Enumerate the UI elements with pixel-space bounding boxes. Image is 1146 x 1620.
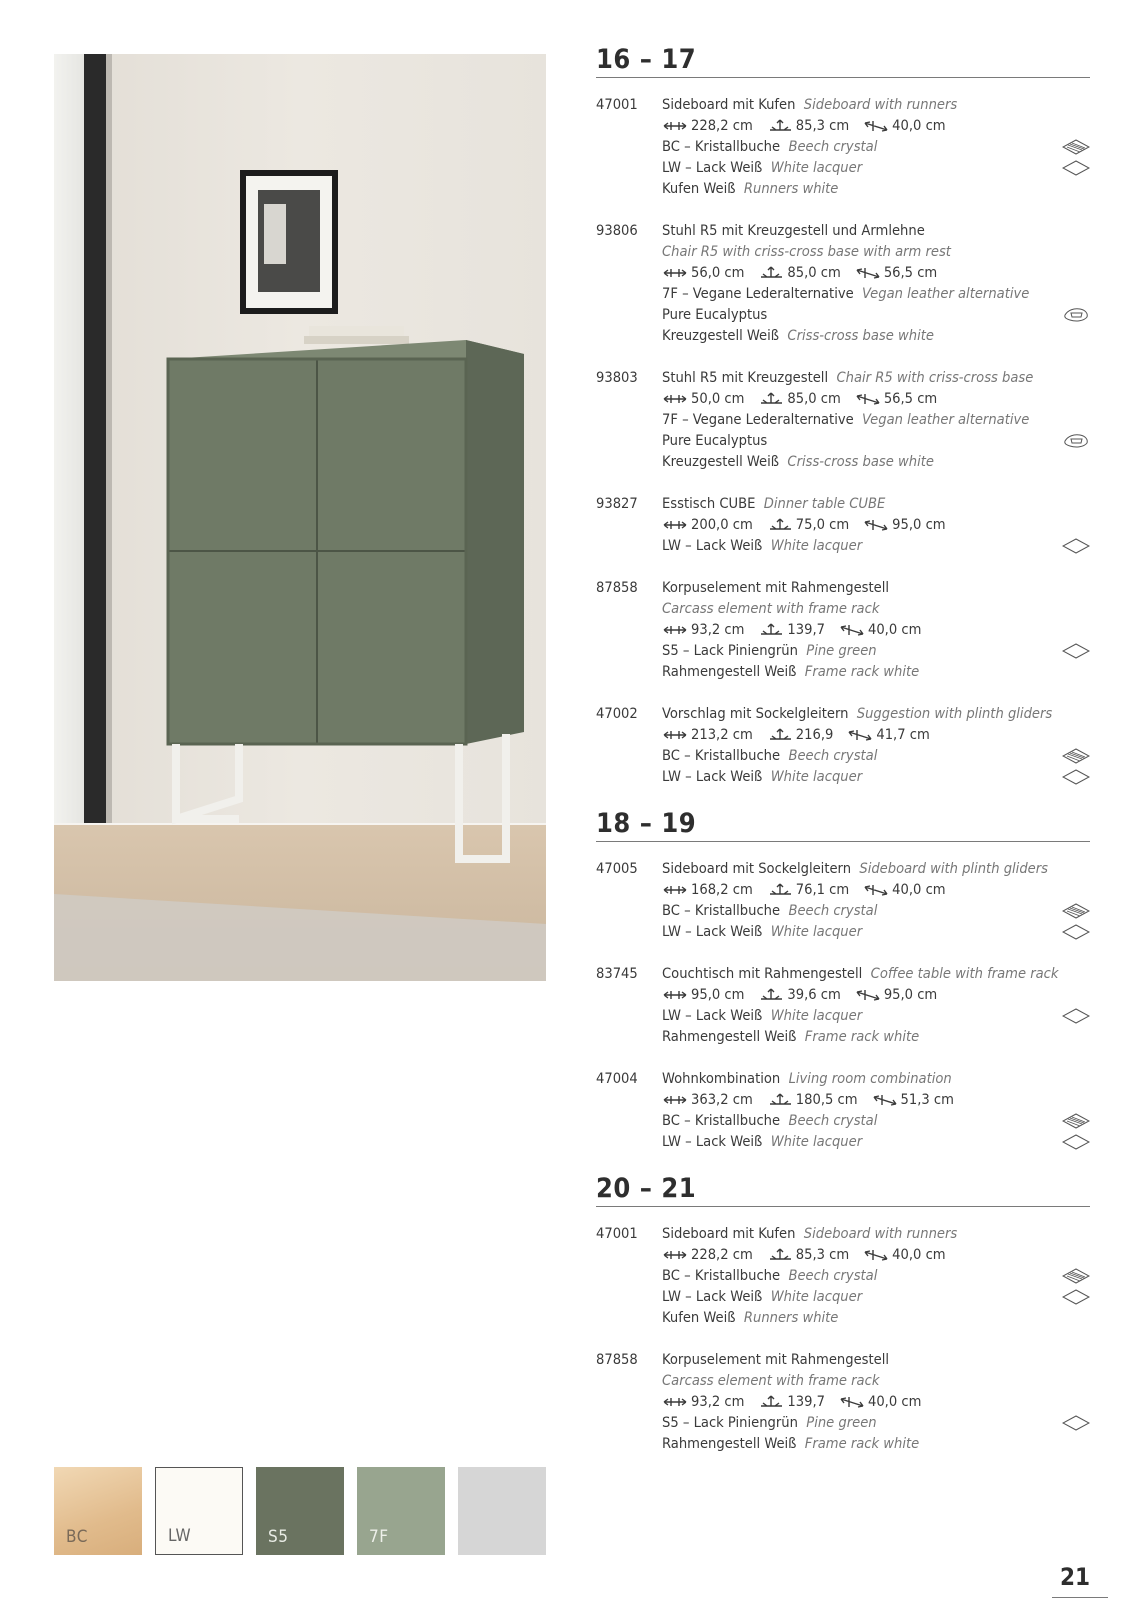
dimension xyxy=(839,1391,921,1412)
material-row xyxy=(662,661,1090,682)
material-en: White lacquer xyxy=(770,159,863,176)
dimension xyxy=(847,724,929,745)
material-en: Beech crystal xyxy=(788,902,878,919)
product-list xyxy=(596,44,1090,1475)
product-title xyxy=(662,577,1090,598)
swatch-label: BC xyxy=(66,1527,88,1547)
dimension xyxy=(662,724,753,745)
material-row xyxy=(662,640,1090,661)
product-title xyxy=(662,963,1090,984)
dimension-value: 139,7 xyxy=(787,621,825,638)
dimension-value: 56,0 cm xyxy=(691,264,745,281)
section xyxy=(596,1173,1090,1454)
product-name-en: Sideboard with plinth gliders xyxy=(859,860,1048,877)
material-en: White lacquer xyxy=(770,537,863,554)
material-de: BC – Kristallbuche xyxy=(662,747,781,764)
dimensions xyxy=(662,388,1090,409)
product-code: 47005 xyxy=(596,860,638,877)
dimension xyxy=(863,514,945,535)
material-en: Beech crystal xyxy=(788,747,878,764)
dimension-value: 228,2 cm xyxy=(691,1246,753,1263)
product-title xyxy=(662,367,1090,388)
material-de: BC – Kristallbuche xyxy=(662,1267,781,1284)
dimensions xyxy=(662,1244,1090,1265)
product-name-en: Suggestion with plinth gliders xyxy=(856,705,1053,722)
material-en: White lacquer xyxy=(770,768,863,785)
product-details xyxy=(662,703,1090,787)
swatch-s5 xyxy=(256,1467,344,1555)
material-en: Beech crystal xyxy=(788,1112,878,1129)
swatch-7f xyxy=(357,1467,445,1555)
product-code: 93827 xyxy=(596,495,638,512)
product-title xyxy=(662,1349,1090,1370)
product-title xyxy=(662,858,1090,879)
dimensions xyxy=(662,879,1090,900)
material-en: Beech crystal xyxy=(788,1267,878,1284)
product-name-en: Carcass element with frame rack xyxy=(662,1372,880,1389)
dimensions xyxy=(662,1391,1090,1412)
dimension xyxy=(839,619,921,640)
product-details xyxy=(662,220,1090,346)
material-de: BC – Kristallbuche xyxy=(662,1112,781,1129)
material-row xyxy=(662,535,1090,556)
material-row xyxy=(662,1005,1090,1026)
dimension-value: 168,2 cm xyxy=(691,881,753,898)
product-code: 47001 xyxy=(596,1225,638,1242)
material-de: Pure Eucalyptus xyxy=(662,432,768,449)
dimension-value: 93,2 cm xyxy=(691,1393,745,1410)
material-en: Pine green xyxy=(806,642,877,659)
dimensions xyxy=(662,619,1090,640)
section xyxy=(596,808,1090,1152)
height-icon xyxy=(758,988,785,1002)
product-name-de: Esstisch CUBE xyxy=(662,495,756,512)
product-details xyxy=(662,367,1090,472)
depth-icon xyxy=(855,988,882,1002)
dimension xyxy=(863,115,945,136)
product-name-de: Korpuselement mit Rahmengestell xyxy=(662,1351,890,1368)
dimension xyxy=(758,388,840,409)
material-row xyxy=(662,1265,1090,1286)
product-name-en: Coffee table with frame rack xyxy=(870,965,1059,982)
depth-icon xyxy=(839,1395,866,1409)
product-item xyxy=(596,577,1090,682)
product-details xyxy=(662,858,1090,942)
section-title: 20 – 21 xyxy=(596,1173,1090,1207)
dimension-value: 41,7 cm xyxy=(876,726,930,743)
dimension-value: 40,0 cm xyxy=(867,1393,922,1410)
material-row xyxy=(662,1412,1090,1433)
material-row xyxy=(662,157,1090,178)
material-row xyxy=(662,921,1090,942)
width-icon xyxy=(662,1248,689,1262)
depth-icon xyxy=(863,119,890,133)
product-name-de: Sideboard mit Kufen xyxy=(662,1225,796,1242)
material-de: S5 – Lack Piniengrün xyxy=(662,642,798,659)
material-en: Vegan leather alternative xyxy=(862,285,1030,302)
depth-icon xyxy=(847,728,874,742)
product-title xyxy=(662,1068,1090,1089)
width-icon xyxy=(662,392,689,406)
dimension xyxy=(855,388,937,409)
page-number: 21 xyxy=(1059,1563,1090,1591)
product-item xyxy=(596,858,1090,942)
dimension-value: 216,9 xyxy=(795,726,834,743)
dimension-value: 75,0 cm xyxy=(795,516,850,533)
height-icon xyxy=(758,392,785,406)
product-name-de: Sideboard mit Sockelgleitern xyxy=(662,860,852,877)
material-de: LW – Lack Weiß xyxy=(662,923,763,940)
material-de: Rahmengestell Weiß xyxy=(662,663,797,680)
material-en: Runners white xyxy=(743,180,839,197)
material-de: Pure Eucalyptus xyxy=(662,306,768,323)
product-details xyxy=(662,94,1090,199)
material-row xyxy=(662,409,1090,430)
material-de: LW – Lack Weiß xyxy=(662,1133,763,1150)
depth-icon xyxy=(863,1248,890,1262)
product-code: 93806 xyxy=(596,222,638,239)
section xyxy=(596,44,1090,787)
product-item xyxy=(596,220,1090,346)
material-en: White lacquer xyxy=(770,1288,863,1305)
dimension xyxy=(758,619,825,640)
product-photo-illustration xyxy=(54,54,546,981)
product-title xyxy=(662,94,1090,115)
product-name-de: Stuhl R5 mit Kreuzgestell und Armlehne xyxy=(662,222,925,239)
material-en: Frame rack white xyxy=(804,663,920,680)
dimensions xyxy=(662,514,1090,535)
dimension-value: 51,3 cm xyxy=(900,1091,954,1108)
material-row xyxy=(662,1110,1090,1131)
dimension-value: 85,0 cm xyxy=(787,264,841,281)
product-item xyxy=(596,94,1090,199)
material-swatches xyxy=(54,1467,546,1555)
material-de: Kufen Weiß xyxy=(662,1309,736,1326)
dimension xyxy=(662,1089,753,1110)
product-name-en: Chair R5 with criss-cross base xyxy=(836,369,1034,386)
product-details xyxy=(662,493,1090,556)
material-row xyxy=(662,745,1090,766)
dimension xyxy=(662,1244,753,1265)
dimension-value: 228,2 cm xyxy=(691,117,753,134)
product-name-de: Wohnkombination xyxy=(662,1070,781,1087)
product-item xyxy=(596,493,1090,556)
width-icon xyxy=(662,266,689,280)
section-title: 16 – 17 xyxy=(596,44,1090,78)
dimension-value: 56,5 cm xyxy=(883,390,938,407)
width-icon xyxy=(662,623,689,637)
material-row xyxy=(662,178,1090,199)
dimensions xyxy=(662,984,1090,1005)
dimension xyxy=(662,619,744,640)
dimension-value: 85,3 cm xyxy=(795,117,850,134)
material-row xyxy=(662,325,1090,346)
dimension-value: 85,3 cm xyxy=(795,1246,850,1263)
material-row xyxy=(662,1131,1090,1152)
material-row xyxy=(662,304,1090,325)
product-item xyxy=(596,1223,1090,1328)
dimension xyxy=(758,984,840,1005)
dimension-value: 39,6 cm xyxy=(787,986,841,1003)
width-icon xyxy=(662,1395,689,1409)
material-de: LW – Lack Weiß xyxy=(662,768,763,785)
material-de: 7F – Vegane Lederalternative xyxy=(662,411,854,428)
material-de: Rahmengestell Weiß xyxy=(662,1435,797,1452)
dimension xyxy=(662,984,744,1005)
dimension-value: 40,0 cm xyxy=(892,881,946,898)
product-title xyxy=(662,220,1090,241)
dimension-value: 85,0 cm xyxy=(787,390,841,407)
depth-icon xyxy=(863,883,890,897)
product-item xyxy=(596,703,1090,787)
material-de: LW – Lack Weiß xyxy=(662,1288,763,1305)
width-icon xyxy=(662,728,689,742)
material-en: Criss-cross base white xyxy=(787,453,934,470)
dimension xyxy=(662,262,744,283)
height-icon xyxy=(758,266,785,280)
product-details xyxy=(662,1068,1090,1152)
height-icon xyxy=(767,119,794,133)
material-en: White lacquer xyxy=(770,1007,863,1024)
material-row xyxy=(662,1286,1090,1307)
section-title: 18 – 19 xyxy=(596,808,1090,842)
product-code: 87858 xyxy=(596,579,638,596)
width-icon xyxy=(662,883,689,897)
dimension xyxy=(855,984,937,1005)
swatch-label: 7F xyxy=(369,1527,389,1547)
material-row xyxy=(662,136,1090,157)
product-code: 83745 xyxy=(596,965,638,982)
material-de: 7F – Vegane Lederalternative xyxy=(662,285,854,302)
width-icon xyxy=(662,119,689,133)
product-code: 47004 xyxy=(596,1070,638,1087)
material-en: Frame rack white xyxy=(804,1028,920,1045)
material-de: Kreuzgestell Weiß xyxy=(662,453,780,470)
material-row xyxy=(662,451,1090,472)
product-name-en: Chair R5 with criss-cross base with arm rest xyxy=(662,243,951,260)
material-de: LW – Lack Weiß xyxy=(662,537,763,554)
product-name-en: Sideboard with runners xyxy=(803,96,958,113)
dimension xyxy=(767,724,834,745)
dimensions xyxy=(662,724,1090,745)
depth-icon xyxy=(872,1093,899,1107)
material-de: S5 – Lack Piniengrün xyxy=(662,1414,798,1431)
material-row xyxy=(662,900,1090,921)
material-de: LW – Lack Weiß xyxy=(662,159,763,176)
swatch-lw xyxy=(155,1467,243,1555)
product-name-de: Sideboard mit Kufen xyxy=(662,96,796,113)
dimension-value: 40,0 cm xyxy=(892,117,946,134)
product-name-en: Sideboard with runners xyxy=(803,1225,958,1242)
material-row xyxy=(662,1026,1090,1047)
product-item xyxy=(596,1068,1090,1152)
material-en: Frame rack white xyxy=(804,1435,920,1452)
dimension-value: 95,0 cm xyxy=(691,986,745,1003)
dimension-value: 95,0 cm xyxy=(883,986,938,1003)
material-row xyxy=(662,1433,1090,1454)
height-icon xyxy=(758,1395,785,1409)
depth-icon xyxy=(855,392,882,406)
product-title xyxy=(662,1223,1090,1244)
dimension xyxy=(863,879,945,900)
dimensions xyxy=(662,1089,1090,1110)
product-code: 47002 xyxy=(596,705,638,722)
height-icon xyxy=(767,1248,794,1262)
product-details xyxy=(662,963,1090,1047)
material-de: BC – Kristallbuche xyxy=(662,138,781,155)
height-icon xyxy=(767,1093,794,1107)
dimension-value: 200,0 cm xyxy=(691,516,753,533)
product-name-de: Korpuselement mit Rahmengestell xyxy=(662,579,890,596)
product-name-en: Dinner table CUBE xyxy=(763,495,886,512)
dimension-value: 50,0 cm xyxy=(691,390,745,407)
material-en: Pine green xyxy=(806,1414,877,1431)
material-de: Kufen Weiß xyxy=(662,180,736,197)
product-code: 47001 xyxy=(596,96,638,113)
material-de: Rahmengestell Weiß xyxy=(662,1028,797,1045)
dimension xyxy=(767,514,849,535)
swatch-grey xyxy=(458,1467,546,1555)
width-icon xyxy=(662,988,689,1002)
dimension xyxy=(662,115,753,136)
height-icon xyxy=(767,728,794,742)
material-de: BC – Kristallbuche xyxy=(662,902,781,919)
height-icon xyxy=(758,623,785,637)
dimension xyxy=(767,1089,858,1110)
material-en: Runners white xyxy=(743,1309,839,1326)
page-number-rule xyxy=(1052,1597,1108,1598)
product-name-de: Stuhl R5 mit Kreuzgestell xyxy=(662,369,829,386)
swatch-label: S5 xyxy=(268,1527,289,1547)
dimension xyxy=(863,1244,945,1265)
dimension xyxy=(767,879,849,900)
material-row xyxy=(662,1307,1090,1328)
product-item xyxy=(596,963,1090,1047)
dimensions xyxy=(662,115,1090,136)
material-row xyxy=(662,766,1090,787)
dimension-value: 40,0 cm xyxy=(867,621,922,638)
product-item xyxy=(596,367,1090,472)
dimensions xyxy=(662,262,1090,283)
product-name-en: Living room combination xyxy=(788,1070,952,1087)
product-photo xyxy=(54,54,546,981)
product-title xyxy=(662,703,1090,724)
dimension-value: 56,5 cm xyxy=(883,264,938,281)
width-icon xyxy=(662,1093,689,1107)
swatch-bc xyxy=(54,1467,142,1555)
dimension xyxy=(767,1244,849,1265)
dimension xyxy=(662,514,753,535)
depth-icon xyxy=(855,266,882,280)
product-code: 93803 xyxy=(596,369,638,386)
material-de: Kreuzgestell Weiß xyxy=(662,327,780,344)
dimension-value: 95,0 cm xyxy=(892,516,946,533)
height-icon xyxy=(767,518,794,532)
material-en: White lacquer xyxy=(770,1133,863,1150)
product-name-en: Carcass element with frame rack xyxy=(662,600,880,617)
material-de: LW – Lack Weiß xyxy=(662,1007,763,1024)
dimension xyxy=(662,388,744,409)
product-name-de: Vorschlag mit Sockelgleitern xyxy=(662,705,849,722)
product-code: 87858 xyxy=(596,1351,638,1368)
product-item xyxy=(596,1349,1090,1454)
depth-icon xyxy=(863,518,890,532)
material-en: Beech crystal xyxy=(788,138,878,155)
dimension-value: 363,2 cm xyxy=(691,1091,753,1108)
dimension xyxy=(872,1089,954,1110)
height-icon xyxy=(767,883,794,897)
dimension-value: 76,1 cm xyxy=(795,881,850,898)
product-details xyxy=(662,1223,1090,1328)
material-en: White lacquer xyxy=(770,923,863,940)
material-en: Criss-cross base white xyxy=(787,327,934,344)
material-en: Vegan leather alternative xyxy=(862,411,1030,428)
dimension-value: 93,2 cm xyxy=(691,621,745,638)
dimension xyxy=(758,262,840,283)
dimension xyxy=(767,115,849,136)
material-row xyxy=(662,430,1090,451)
dimension-value: 40,0 cm xyxy=(892,1246,946,1263)
dimension xyxy=(662,1391,744,1412)
product-details xyxy=(662,577,1090,682)
depth-icon xyxy=(839,623,866,637)
dimension-value: 213,2 cm xyxy=(691,726,753,743)
dimension xyxy=(662,879,753,900)
dimension-value: 180,5 cm xyxy=(795,1091,858,1108)
dimension xyxy=(758,1391,825,1412)
width-icon xyxy=(662,518,689,532)
product-title xyxy=(662,493,1090,514)
product-name-de: Couchtisch mit Rahmengestell xyxy=(662,965,863,982)
dimension-value: 139,7 xyxy=(787,1393,825,1410)
dimension xyxy=(855,262,937,283)
product-details xyxy=(662,1349,1090,1454)
swatch-label: LW xyxy=(168,1526,192,1546)
material-row xyxy=(662,283,1090,304)
